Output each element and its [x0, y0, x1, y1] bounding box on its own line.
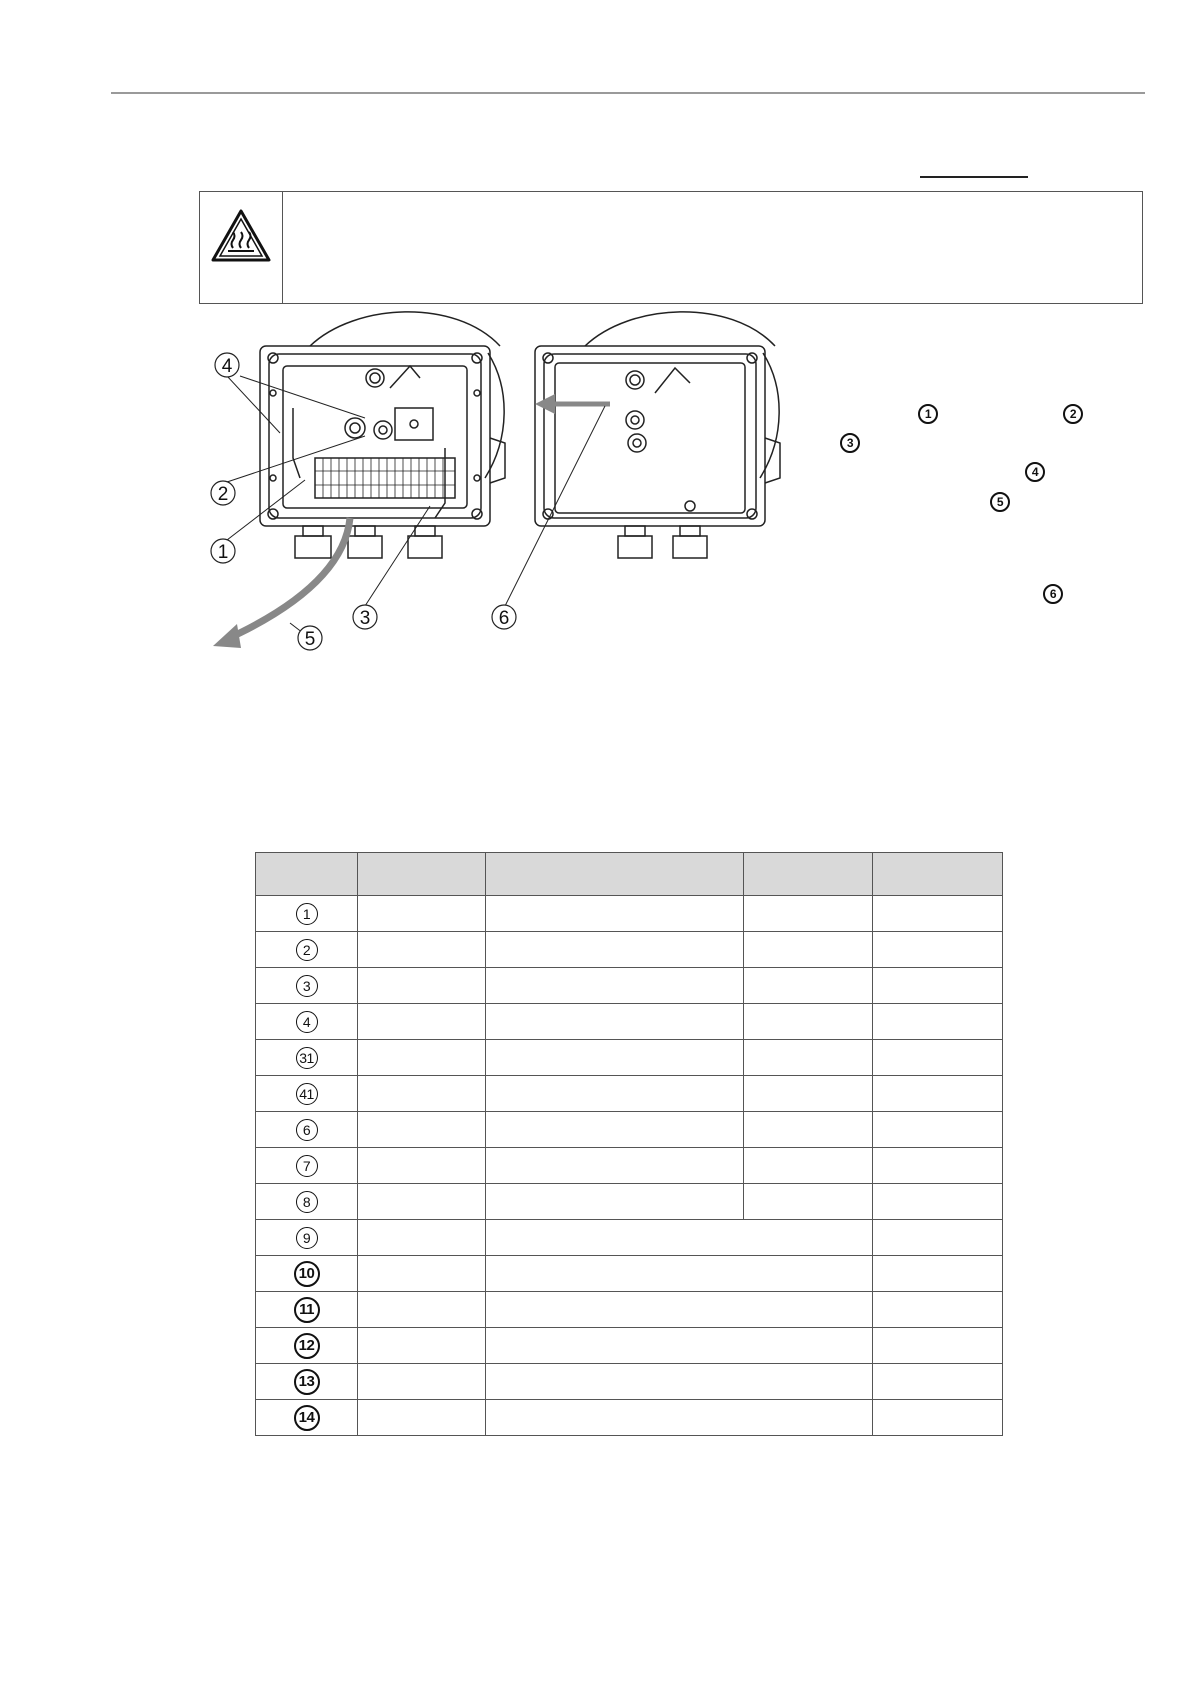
table-row	[256, 1364, 1003, 1400]
callout-3	[353, 605, 377, 629]
header-cell-c	[486, 853, 744, 896]
table-cell	[744, 1040, 873, 1076]
position-badge: 14	[294, 1405, 320, 1431]
table-cell	[744, 932, 873, 968]
svg-text:5: 5	[304, 629, 316, 650]
position-cell	[256, 1328, 358, 1364]
position-badge: 8	[296, 1191, 318, 1213]
table-cell	[358, 968, 486, 1004]
table-cell	[873, 1364, 1003, 1400]
svg-text:3: 3	[359, 608, 371, 629]
table-cell	[358, 1328, 486, 1364]
terminal-box-figure	[205, 308, 1095, 688]
position-cell	[256, 1112, 358, 1148]
lift-arrow-head	[535, 394, 555, 414]
table-cell	[744, 1112, 873, 1148]
table-row	[256, 1076, 1003, 1112]
table-cell	[358, 932, 486, 968]
header-cell-b	[358, 853, 486, 896]
table-cell	[744, 896, 873, 932]
table-cell	[873, 1112, 1003, 1148]
table-cell	[358, 1040, 486, 1076]
legend-marker-4: 4	[1025, 462, 1045, 482]
table-cell	[744, 1184, 873, 1220]
table-cell	[873, 1400, 1003, 1436]
table-cell	[873, 1148, 1003, 1184]
position-badge: 2	[296, 939, 318, 961]
table-cell	[358, 1400, 486, 1436]
legend-marker-1: 1	[918, 404, 938, 424]
table-cell	[873, 1040, 1003, 1076]
table-cell	[486, 896, 744, 932]
warning-divider	[282, 192, 283, 303]
position-badge: 10	[294, 1261, 320, 1287]
position-cell	[256, 1004, 358, 1040]
table-row	[256, 1112, 1003, 1148]
position-cell	[256, 1400, 358, 1436]
table-cell	[358, 1184, 486, 1220]
position-cell	[256, 968, 358, 1004]
table-cell	[873, 1292, 1003, 1328]
table-cell	[873, 1004, 1003, 1040]
legend-marker-5: 5	[990, 492, 1010, 512]
svg-text:4: 4	[221, 356, 233, 377]
position-badge: 31	[296, 1047, 318, 1069]
table-row	[256, 1328, 1003, 1364]
svg-text:6: 6	[498, 608, 510, 629]
table-cell	[486, 1256, 873, 1292]
table-cell	[358, 1148, 486, 1184]
table-cell	[873, 1220, 1003, 1256]
table-cell	[486, 1400, 873, 1436]
table-cell	[486, 932, 744, 968]
header-rule	[111, 92, 1145, 94]
table-cell	[486, 1148, 744, 1184]
position-cell	[256, 1220, 358, 1256]
parts-table	[255, 852, 1003, 1436]
table-cell	[358, 1256, 486, 1292]
table-cell	[873, 1184, 1003, 1220]
position-badge: 4	[296, 1011, 318, 1033]
table-cell	[873, 932, 1003, 968]
table-header-row	[256, 853, 1003, 896]
position-cell	[256, 896, 358, 932]
svg-text:2: 2	[217, 484, 229, 505]
table-row	[256, 896, 1003, 932]
table-cell	[873, 1328, 1003, 1364]
table-row	[256, 932, 1003, 968]
table-cell	[358, 1004, 486, 1040]
callout-4	[215, 353, 239, 377]
position-badge: 3	[296, 975, 318, 997]
table-cell	[358, 1112, 486, 1148]
legend-marker-3: 3	[840, 433, 860, 453]
header-cell-pos	[256, 853, 358, 896]
hot-surface-warning-icon	[210, 208, 272, 264]
position-badge: 41	[296, 1083, 318, 1105]
position-badge: 9	[296, 1227, 318, 1249]
table-row	[256, 968, 1003, 1004]
table-cell	[358, 1364, 486, 1400]
table-cell	[358, 1076, 486, 1112]
table-cell	[358, 1220, 486, 1256]
table-cell	[486, 1220, 873, 1256]
position-badge: 1	[296, 903, 318, 925]
position-badge: 11	[294, 1297, 320, 1323]
position-cell	[256, 932, 358, 968]
position-cell	[256, 1076, 358, 1112]
position-cell	[256, 1184, 358, 1220]
warning-box	[199, 191, 1143, 304]
position-cell	[256, 1364, 358, 1400]
position-badge: 7	[296, 1155, 318, 1177]
position-badge: 12	[294, 1333, 320, 1359]
table-cell	[873, 896, 1003, 932]
table-row	[256, 1004, 1003, 1040]
table-row	[256, 1184, 1003, 1220]
callout-1	[211, 539, 235, 563]
table-cell	[744, 1148, 873, 1184]
callout-2	[211, 481, 235, 505]
table-cell	[486, 1328, 873, 1364]
table-cell	[486, 1292, 873, 1328]
table-cell	[486, 1004, 744, 1040]
position-cell	[256, 1040, 358, 1076]
callout-5	[298, 626, 322, 650]
table-cell	[873, 1256, 1003, 1292]
right-housing-drawing	[535, 312, 780, 558]
table-cell	[744, 1004, 873, 1040]
table-row	[256, 1400, 1003, 1436]
table-row	[256, 1292, 1003, 1328]
position-cell	[256, 1292, 358, 1328]
table-cell	[486, 968, 744, 1004]
table-cell	[744, 1076, 873, 1112]
position-cell	[256, 1148, 358, 1184]
callout-6	[492, 605, 516, 629]
table-cell	[486, 1040, 744, 1076]
table-cell	[358, 896, 486, 932]
link-underline	[920, 176, 1028, 178]
table-cell	[486, 1076, 744, 1112]
table-row	[256, 1148, 1003, 1184]
position-badge: 6	[296, 1119, 318, 1141]
header-cell-e	[873, 853, 1003, 896]
remove-arrow-head	[213, 624, 241, 648]
left-housing-drawing	[260, 312, 505, 558]
table-cell	[486, 1112, 744, 1148]
legend-marker-6: 6	[1043, 584, 1063, 604]
table-cell	[486, 1184, 744, 1220]
position-cell	[256, 1256, 358, 1292]
table-row	[256, 1256, 1003, 1292]
table-row	[256, 1040, 1003, 1076]
svg-text:1: 1	[217, 542, 229, 563]
table-cell	[486, 1364, 873, 1400]
position-badge: 13	[294, 1369, 320, 1395]
table-cell	[744, 968, 873, 1004]
table-cell	[873, 1076, 1003, 1112]
header-cell-d	[744, 853, 873, 896]
table-row	[256, 1220, 1003, 1256]
legend-marker-2: 2	[1063, 404, 1083, 424]
table-cell	[873, 968, 1003, 1004]
table-cell	[358, 1292, 486, 1328]
